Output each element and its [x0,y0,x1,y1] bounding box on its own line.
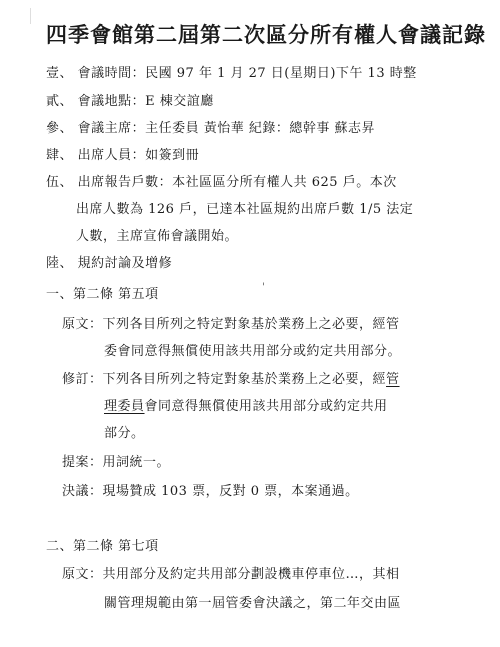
item1-revised-underlined-1: 管 [386,372,400,387]
section-attendees: 肆、 出席人員：如簽到冊 [46,148,200,163]
item1-heading: 一、第二條 第五項 [46,287,159,302]
item1-revised-underlined-2: 理委員 [104,399,145,414]
item1-revised-line2 [104,395,388,414]
item1-revised-line1-text: 修訂：下列各目所列之特定對象基於業務上之必要，經 [62,372,387,387]
section-attendance-report-line1: 伍、 出席報告戶數：本社區區分所有權人共 625 戶。本次 [46,175,397,190]
section-meeting-time: 壹、 會議時間：民國 97 年 1 月 27 日(星期日)下午 13 時整 [46,66,417,81]
item1-revised-line1 [62,368,400,387]
item1-revised-line3: 部分。 [104,426,145,441]
section-attendance-report-line3: 人數，主席宣佈會議開始。 [76,229,239,244]
document-title: 四季會館第二屆第二次區分所有權人會議記錄 [46,22,486,47]
item1-revised-line2-text: 會同意得無償使用該共用部分或約定共用 [144,399,388,414]
section-chair-and-recorder: 參、 會議主席：主任委員 黃怡華 紀錄：總幹事 蘇志昇 [46,121,376,136]
item2-heading: 二、第二條 第七項 [46,539,159,554]
item2-original-line2: 關管理規範由第一屆管委會決議之，第二年交由區 [104,596,402,611]
section-bylaws-discussion: 陸、 規約討論及增修 [46,256,173,271]
item1-original-line1: 原文：下列各目所列之特定對象基於業務上之必要，經管 [62,317,400,332]
stray-mark: ' [262,282,265,293]
item1-original-line2: 委會同意得無償使用該共用部分或約定共用部分。 [104,344,402,359]
item2-original-line1: 原文：共用部分及約定共用部分劃設機車停車位…，其相 [62,567,400,582]
item1-resolution: 決議：現場贊成 103 票，反對 0 票，本案通過。 [62,484,359,499]
item1-proposal: 提案：用詞統一。 [62,455,171,470]
section-attendance-report-line2: 出席人數為 126 戶，已達本社區規約出席戶數 1/5 法定 [76,202,414,217]
scan-artifact [30,8,39,24]
section-meeting-location: 貳、 會議地點：E 棟交誼廳 [46,94,214,109]
